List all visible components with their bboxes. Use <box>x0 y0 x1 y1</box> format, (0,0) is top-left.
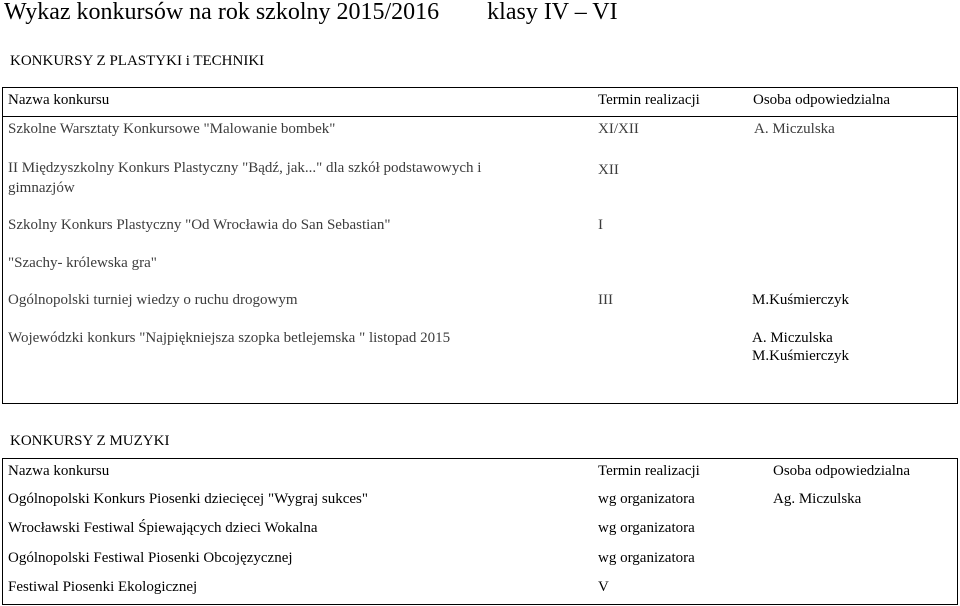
art-row-5-person: M.Kuśmierczyk <box>752 292 850 308</box>
page-title: Wykaz konkursów na rok szkolny 2015/2016 klasy IV – VI <box>4 0 618 25</box>
music-row-4-name: Festiwal Piosenki Ekologicznej <box>8 579 198 595</box>
music-section-heading: KONKURSY Z MUZYKI <box>10 433 170 449</box>
art-section-heading: KONKURSY Z PLASTYKI i TECHNIKI <box>10 53 265 69</box>
art-column-header-term: Termin realizacji <box>598 92 700 108</box>
art-row-6-name: Wojewódzki konkurs "Najpiękniejsza szopka betlejemska " listopad 2015 <box>8 330 451 346</box>
art-row-3-term: I <box>598 217 603 233</box>
music-row-2-term: wg organizatora <box>598 520 695 536</box>
music-column-header-name: Nazwa konkursu <box>8 463 110 479</box>
art-column-header-person: Osoba odpowiedzialna <box>753 92 891 108</box>
art-row-1-name: Szkolne Warsztaty Konkursowe "Malowanie bombek" <box>8 121 336 137</box>
music-column-header-person: Osoba odpowiedzialna <box>773 463 911 479</box>
art-row-6-person-2: M.Kuśmierczyk <box>752 348 850 364</box>
music-row-4-term: V <box>598 579 609 595</box>
art-row-3-name: Szkolny Konkurs Plastyczny "Od Wrocławia do San Sebastian" <box>8 217 391 233</box>
art-row-1-person: A. Miczulska <box>754 121 835 137</box>
music-row-2-name: Wrocławski Festiwal Śpiewających dzieci Wokalna <box>8 520 318 536</box>
music-row-3-term: wg organizatora <box>598 550 695 566</box>
music-row-1-name: Ogólnopolski Konkurs Piosenki dziecięcej "Wygraj sukces" <box>8 491 369 507</box>
art-column-header-name: Nazwa konkursu <box>8 92 110 108</box>
art-row-2-name: II Międzyszkolny Konkurs Plastyczny "Bądź, jak..." dla szkół podstawowych i gimnazjów <box>8 160 482 196</box>
page-subtitle: klasy IV – VI <box>487 0 618 25</box>
music-row-1-person: Ag. Miczulska <box>773 491 862 507</box>
art-row-6-person: A. Miczulska <box>752 330 833 346</box>
art-row-1-term: XI/XII <box>598 121 639 137</box>
art-table-header-divider <box>3 116 957 117</box>
art-row-5-name: Ogólnopolski turniej wiedzy o ruchu drogowym <box>8 292 298 308</box>
art-row-5-term: III <box>598 292 613 308</box>
music-column-header-term: Termin realizacji <box>598 463 700 479</box>
art-row-4-name: "Szachy- królewska gra" <box>8 255 157 271</box>
art-row-2-term: XII <box>598 162 619 178</box>
music-row-1-term: wg organizatora <box>598 491 695 507</box>
music-row-3-name: Ogólnopolski Festiwal Piosenki Obcojęzycznej <box>8 550 293 566</box>
